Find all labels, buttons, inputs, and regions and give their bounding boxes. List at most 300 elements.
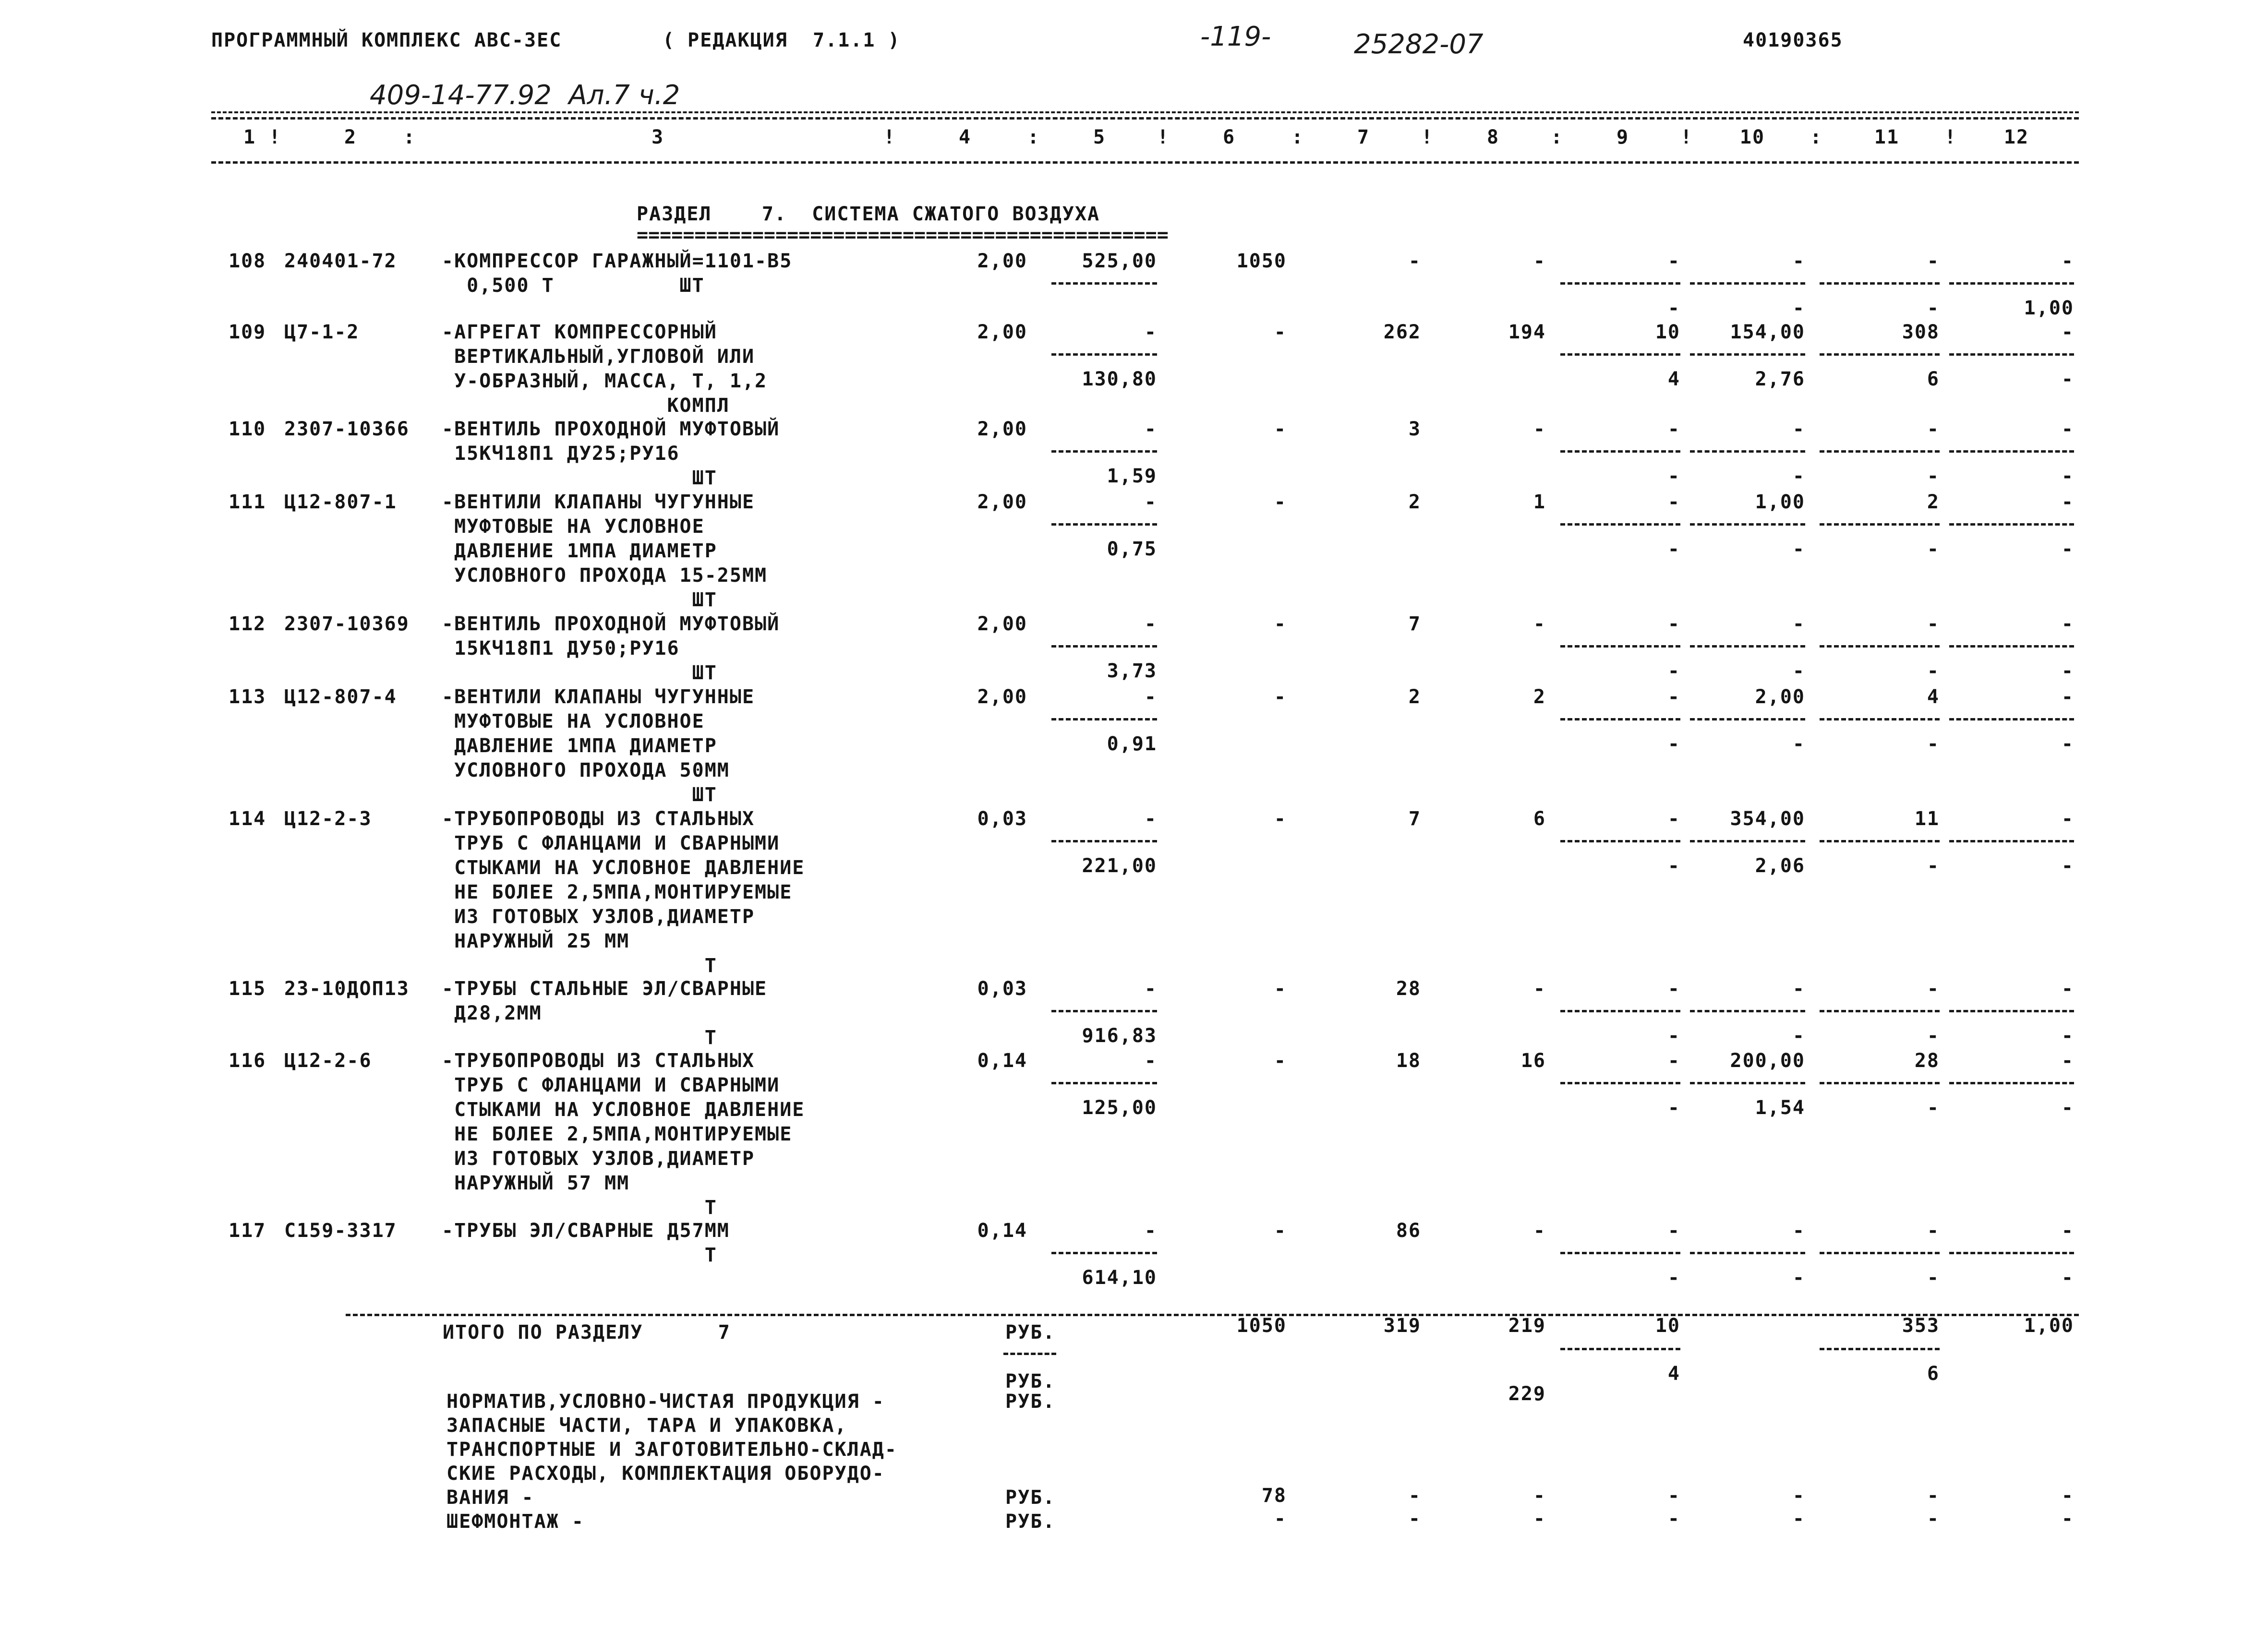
row-col10-rule xyxy=(1690,450,1805,453)
row-col9-top: - xyxy=(1667,1220,1680,1242)
column-separator: ! xyxy=(1680,126,1692,148)
row-c5-rule xyxy=(1051,718,1157,720)
column-separator: : xyxy=(403,126,415,148)
row-c7: 7 xyxy=(1408,808,1421,830)
row-col12-top: - xyxy=(2061,686,2074,708)
row-col12-bottom: - xyxy=(2061,1025,2074,1047)
section-title: РАЗДЕЛ 7. СИСТЕМА СЖАТОГО ВОЗДУХА xyxy=(637,203,1100,225)
row-col11-bottom: - xyxy=(1927,855,1940,877)
row-c5-rule xyxy=(1051,1010,1157,1012)
norm-line-4: СКИЕ РАСХОДЫ, КОМПЛЕКТАЦИЯ ОБОРУДО- xyxy=(446,1463,885,1485)
row-col11-bottom: - xyxy=(1927,733,1940,755)
row-code: 2307-10366 xyxy=(284,418,410,440)
row-c7: 86 xyxy=(1396,1220,1421,1242)
column-header-10: 10 xyxy=(1739,126,1765,148)
row-c8: 2 xyxy=(1533,686,1546,708)
row-c5-top: - xyxy=(1144,491,1157,513)
equip-c7: - xyxy=(1408,1485,1421,1507)
row-c8: - xyxy=(1533,1220,1546,1242)
row-c5-top: - xyxy=(1144,808,1157,830)
row-c5-rule xyxy=(1051,645,1157,648)
totals-c8: 219 xyxy=(1508,1315,1546,1337)
totals-unit: РУБ. xyxy=(1005,1321,1056,1344)
row-c5-top: - xyxy=(1144,1220,1157,1242)
row-col11-rule xyxy=(1820,645,1940,648)
row-code: Ц12-2-3 xyxy=(284,808,372,830)
column-separator: ! xyxy=(1421,126,1433,148)
column-separator: ! xyxy=(883,126,895,148)
column-header-5: 5 xyxy=(1093,126,1106,148)
row-col11-top: - xyxy=(1927,1220,1940,1242)
doc-code: 40190365 xyxy=(1743,29,1843,51)
row-col12-bottom: - xyxy=(2061,1097,2074,1119)
row-c5-bottom: 130,80 xyxy=(1082,368,1157,390)
row-number: 113 xyxy=(229,686,266,708)
row-quantity: 2,00 xyxy=(977,491,1027,513)
row-col11-top: 308 xyxy=(1902,321,1940,343)
row-c5-bottom: 3,73 xyxy=(1107,660,1157,682)
row-col10-rule xyxy=(1690,840,1805,842)
row-quantity: 2,00 xyxy=(977,418,1027,440)
row-col10-top: - xyxy=(1792,250,1805,272)
row-col12-top: - xyxy=(2061,491,2074,513)
row-number: 117 xyxy=(229,1220,266,1242)
row-col10-top: - xyxy=(1792,978,1805,1000)
row-col12-bottom: - xyxy=(2061,1267,2074,1289)
row-col11-bottom: - xyxy=(1927,660,1940,682)
row-col9-bottom: 4 xyxy=(1667,368,1680,390)
column-separator: : xyxy=(1551,126,1563,148)
row-quantity: 2,00 xyxy=(977,321,1027,343)
row-c7: 2 xyxy=(1408,491,1421,513)
row-col10-bottom: - xyxy=(1792,1025,1805,1047)
row-description-line: НАРУЖНЫЙ 25 ММ xyxy=(442,930,630,952)
row-col10-top: 354,00 xyxy=(1730,808,1805,830)
row-col9-bottom: - xyxy=(1667,538,1680,560)
norm-unit: РУБ. xyxy=(1005,1391,1056,1413)
row-col11-rule xyxy=(1820,282,1940,285)
row-col9-top: - xyxy=(1667,808,1680,830)
row-c5-rule xyxy=(1051,523,1157,526)
row-col10-bottom: - xyxy=(1792,465,1805,487)
shef-c9: - xyxy=(1667,1508,1680,1530)
row-col9-top: - xyxy=(1667,491,1680,513)
row-col11-rule xyxy=(1820,523,1940,526)
row-quantity: 0,03 xyxy=(977,808,1027,830)
row-c7: - xyxy=(1408,250,1421,272)
row-c5-top: 525,00 xyxy=(1082,250,1157,272)
row-col9-bottom: - xyxy=(1667,855,1680,877)
row-col12-bottom: - xyxy=(2061,368,2074,390)
row-c6: - xyxy=(1274,686,1287,708)
row-col10-bottom: - xyxy=(1792,1267,1805,1289)
row-c6: 1050 xyxy=(1236,250,1287,272)
row-col9-top: - xyxy=(1667,686,1680,708)
row-col9-top: - xyxy=(1667,250,1680,272)
row-col10-rule xyxy=(1690,645,1805,648)
row-col12-top: - xyxy=(2061,1220,2074,1242)
row-col11-rule xyxy=(1820,353,1940,356)
norm-value: 229 xyxy=(1508,1383,1546,1405)
row-description-line: ШТ xyxy=(442,662,717,684)
row-description-line: НЕ БОЛЕЕ 2,5МПА,МОНТИРУЕМЫЕ xyxy=(442,1123,793,1145)
totals-c9a: 10 xyxy=(1655,1315,1680,1337)
row-col10-top: - xyxy=(1792,613,1805,635)
row-col11-rule xyxy=(1820,1252,1940,1254)
row-c5-bottom: 221,00 xyxy=(1082,855,1157,877)
row-col12-bottom: - xyxy=(2061,733,2074,755)
column-separator: ! xyxy=(1157,126,1169,148)
row-description-line: Т xyxy=(442,955,717,977)
row-c5-top: - xyxy=(1144,978,1157,1000)
row-col9-rule xyxy=(1560,1010,1680,1012)
row-code: Ц7-1-2 xyxy=(284,321,360,343)
handwritten-reference: 409-14-77.92 Ал.7 ч.2 xyxy=(370,80,680,111)
row-description-line: МУФТОВЫЕ НА УСЛОВНОЕ xyxy=(442,710,705,732)
column-separator: ! xyxy=(269,126,281,148)
row-c8: - xyxy=(1533,418,1546,440)
row-c6: - xyxy=(1274,808,1287,830)
row-col9-bottom: - xyxy=(1667,733,1680,755)
row-col12-top: - xyxy=(2061,250,2074,272)
header-rule-top-2 xyxy=(211,117,2079,120)
totals-c6: 1050 xyxy=(1236,1315,1287,1337)
row-description-line: СТЫКАМИ НА УСЛОВНОЕ ДАВЛЕНИЕ xyxy=(442,1099,805,1121)
row-col11-top: 4 xyxy=(1927,686,1940,708)
row-col9-bottom: - xyxy=(1667,1097,1680,1119)
column-header-1: 1 xyxy=(243,126,256,148)
shef-c8: - xyxy=(1533,1508,1546,1530)
row-description-line: ВЕРТИКАЛЬНЫЙ,УГЛОВОЙ ИЛИ xyxy=(442,346,755,368)
row-description-line: ИЗ ГОТОВЫХ УЗЛОВ,ДИАМЕТР xyxy=(442,1148,755,1170)
shef-c6: - xyxy=(1274,1508,1287,1530)
row-description-line: ДАВЛЕНИЕ 1МПА ДИАМЕТР xyxy=(442,735,717,757)
row-c8: - xyxy=(1533,250,1546,272)
row-col10-rule xyxy=(1690,718,1805,720)
row-col11-rule xyxy=(1820,840,1940,842)
row-col12-rule xyxy=(1949,1252,2074,1254)
row-code: 2307-10369 xyxy=(284,613,410,635)
shef-c11: - xyxy=(1927,1508,1940,1530)
row-number: 111 xyxy=(229,491,266,513)
row-c7: 262 xyxy=(1383,321,1421,343)
totals-c9-rule xyxy=(1560,1348,1680,1350)
row-col11-top: - xyxy=(1927,418,1940,440)
shef-c10: - xyxy=(1792,1508,1805,1530)
row-description-line: МУФТОВЫЕ НА УСЛОВНОЕ xyxy=(442,516,705,538)
column-header-11: 11 xyxy=(1874,126,1900,148)
row-col10-bottom: - xyxy=(1792,538,1805,560)
row-col9-rule xyxy=(1560,840,1680,842)
row-col12-top: - xyxy=(2061,808,2074,830)
edition-label: ( РЕДАКЦИЯ 7.1.1 ) xyxy=(663,29,901,51)
row-c8: 194 xyxy=(1508,321,1546,343)
row-code: 240401-72 xyxy=(284,250,397,272)
row-number: 115 xyxy=(229,978,266,1000)
row-c6: - xyxy=(1274,418,1287,440)
row-col11-bottom: - xyxy=(1927,538,1940,560)
equip-c11: - xyxy=(1927,1485,1940,1507)
row-col12-rule xyxy=(1949,450,2074,453)
row-col9-bottom: - xyxy=(1667,465,1680,487)
row-col9-rule xyxy=(1560,645,1680,648)
row-col9-rule xyxy=(1560,450,1680,453)
norm-line-3: ТРАНСПОРТНЫЕ И ЗАГОТОВИТЕЛЬНО-СКЛАД- xyxy=(446,1439,897,1461)
row-quantity: 0,14 xyxy=(977,1050,1027,1072)
header-rule-bottom xyxy=(211,161,2079,164)
column-header-6: 6 xyxy=(1222,126,1236,148)
row-col9-bottom: - xyxy=(1667,660,1680,682)
row-description-line: УСЛОВНОГО ПРОХОДА 15-25ММ xyxy=(442,564,768,587)
row-c5-bottom: 125,00 xyxy=(1082,1097,1157,1119)
totals-c12: 1,00 xyxy=(2024,1315,2074,1337)
row-code: С159-3317 xyxy=(284,1220,397,1242)
row-col12-rule xyxy=(1949,1010,2074,1012)
row-c5-rule xyxy=(1051,282,1157,285)
row-col11-top: - xyxy=(1927,978,1940,1000)
row-description-line: -ТРУБЫ СТАЛЬНЫЕ ЭЛ/СВАРНЫЕ xyxy=(442,978,768,1000)
row-quantity: 2,00 xyxy=(977,613,1027,635)
program-title: ПРОГРАММНЫЙ КОМПЛЕКС АВС-3ЕС xyxy=(211,29,562,51)
row-c6: - xyxy=(1274,491,1287,513)
row-description-line: Д28,2ММ xyxy=(442,1002,542,1024)
row-col12-rule xyxy=(1949,645,2074,648)
row-col11-bottom: - xyxy=(1927,1267,1940,1289)
column-header-7: 7 xyxy=(1357,126,1370,148)
row-col12-top: - xyxy=(2061,418,2074,440)
row-description-line: -АГРЕГАТ КОМПРЕССОРНЫЙ xyxy=(442,321,717,343)
row-c7: 3 xyxy=(1408,418,1421,440)
equip-c12: - xyxy=(2061,1485,2074,1507)
column-separator: : xyxy=(1027,126,1039,148)
row-description-line: ШТ xyxy=(442,467,717,489)
row-col11-top: 11 xyxy=(1914,808,1940,830)
row-col9-top: - xyxy=(1667,613,1680,635)
row-col10-bottom: - xyxy=(1792,297,1805,319)
row-col10-top: 1,00 xyxy=(1755,491,1805,513)
row-col12-top: - xyxy=(2061,1050,2074,1072)
row-description-line: ДАВЛЕНИЕ 1МПА ДИАМЕТР xyxy=(442,540,717,562)
row-c8: 1 xyxy=(1533,491,1546,513)
row-c6: - xyxy=(1274,978,1287,1000)
row-c5-top: - xyxy=(1144,1050,1157,1072)
row-description-line: -ВЕНТИЛЬ ПРОХОДНОЙ МУФТОВЫЙ xyxy=(442,613,780,635)
column-header-8: 8 xyxy=(1486,126,1500,148)
equip-c6: 78 xyxy=(1261,1485,1287,1507)
row-col9-rule xyxy=(1560,1082,1680,1084)
row-description-line: НАРУЖНЫЙ 57 ММ xyxy=(442,1172,630,1194)
equip-c8: - xyxy=(1533,1485,1546,1507)
row-c5-rule xyxy=(1051,1252,1157,1254)
row-col11-rule xyxy=(1820,1010,1940,1012)
row-c7: 7 xyxy=(1408,613,1421,635)
row-c7: 28 xyxy=(1396,978,1421,1000)
row-description-line: 0,500 Т ШТ xyxy=(442,275,705,297)
norm-line-6: ШЕФМОНТАЖ - xyxy=(446,1511,584,1533)
row-col12-rule xyxy=(1949,282,2074,285)
row-col10-rule xyxy=(1690,1252,1805,1254)
header-rule-top xyxy=(211,111,2079,113)
row-c6: - xyxy=(1274,1050,1287,1072)
column-separator: : xyxy=(1291,126,1303,148)
row-c5-rule xyxy=(1051,840,1157,842)
row-c5-bottom: 0,75 xyxy=(1107,538,1157,560)
row-col10-rule xyxy=(1690,523,1805,526)
row-col11-top: - xyxy=(1927,613,1940,635)
row-description-line: НЕ БОЛЕЕ 2,5МПА,МОНТИРУЕМЫЕ xyxy=(442,881,793,903)
row-c5-bottom: 1,59 xyxy=(1107,465,1157,487)
totals-c11b: 6 xyxy=(1927,1363,1940,1385)
row-col12-rule xyxy=(1949,353,2074,356)
row-c6: - xyxy=(1274,1220,1287,1242)
row-col12-top: - xyxy=(2061,978,2074,1000)
totals-unit-underline xyxy=(1003,1353,1056,1355)
row-col12-bottom: - xyxy=(2061,855,2074,877)
row-col9-bottom: - xyxy=(1667,1267,1680,1289)
row-c8: 6 xyxy=(1533,808,1546,830)
row-col10-rule xyxy=(1690,353,1805,356)
row-col10-bottom: 1,54 xyxy=(1755,1097,1805,1119)
equip-c9: - xyxy=(1667,1485,1680,1507)
row-description-line: СТЫКАМИ НА УСЛОВНОЕ ДАВЛЕНИЕ xyxy=(442,857,805,879)
totals-c7: 319 xyxy=(1383,1315,1421,1337)
row-description-line: -ВЕНТИЛЬ ПРОХОДНОЙ МУФТОВЫЙ xyxy=(442,418,780,440)
row-description-line: ШТ xyxy=(442,589,717,611)
row-c8: - xyxy=(1533,978,1546,1000)
row-code: Ц12-2-6 xyxy=(284,1050,372,1072)
row-col11-top: - xyxy=(1927,250,1940,272)
row-description-line: КОМПЛ xyxy=(442,395,730,417)
row-col11-rule xyxy=(1820,1082,1940,1084)
row-col10-top: 2,00 xyxy=(1755,686,1805,708)
row-c5-top: - xyxy=(1144,686,1157,708)
row-col10-top: - xyxy=(1792,1220,1805,1242)
row-number: 109 xyxy=(229,321,266,343)
row-col9-top: - xyxy=(1667,418,1680,440)
row-c5-bottom: 614,10 xyxy=(1082,1267,1157,1289)
row-description-line: -КОМПРЕССОР ГАРАЖНЫЙ=1101-В5 xyxy=(442,250,793,272)
row-col9-top: - xyxy=(1667,978,1680,1000)
norm-line-2: ЗАПАСНЫЕ ЧАСТИ, ТАРА И УПАКОВКА, xyxy=(446,1415,847,1437)
row-col12-rule xyxy=(1949,1082,2074,1084)
row-code: 23-10ДОП13 xyxy=(284,978,410,1000)
totals-c11a: 353 xyxy=(1902,1315,1940,1337)
row-number: 110 xyxy=(229,418,266,440)
row-col9-rule xyxy=(1560,282,1680,285)
totals-unit-2: РУБ. xyxy=(1005,1370,1056,1392)
row-description-line: -ТРУБОПРОВОДЫ ИЗ СТАЛЬНЫХ xyxy=(442,1050,755,1072)
section-underline: ============================================== xyxy=(637,224,1169,246)
page-mark: -119- xyxy=(1200,21,1271,52)
row-col10-top: 154,00 xyxy=(1730,321,1805,343)
shef-unit: РУБ. xyxy=(1005,1511,1056,1533)
column-header-3: 3 xyxy=(651,126,664,148)
row-description-line: Т xyxy=(442,1027,717,1049)
row-c5-top: - xyxy=(1144,613,1157,635)
row-col12-bottom: 1,00 xyxy=(2024,297,2074,319)
row-col9-top: 10 xyxy=(1655,321,1680,343)
row-quantity: 2,00 xyxy=(977,250,1027,272)
row-description-line: ШТ xyxy=(442,784,717,806)
row-col11-bottom: 6 xyxy=(1927,368,1940,390)
row-c8: - xyxy=(1533,613,1546,635)
row-description-line: ТРУБ С ФЛАНЦАМИ И СВАРНЫМИ xyxy=(442,832,780,854)
row-number: 114 xyxy=(229,808,266,830)
row-col10-bottom: 2,06 xyxy=(1755,855,1805,877)
row-col12-bottom: - xyxy=(2061,538,2074,560)
row-col12-rule xyxy=(1949,718,2074,720)
row-c5-bottom: 916,83 xyxy=(1082,1025,1157,1047)
column-separator: ! xyxy=(1944,126,1956,148)
row-c7: 2 xyxy=(1408,686,1421,708)
row-description-line: -ТРУБОПРОВОДЫ ИЗ СТАЛЬНЫХ xyxy=(442,808,755,830)
column-header-2: 2 xyxy=(344,126,357,148)
row-description-line: -ВЕНТИЛИ КЛАПАНЫ ЧУГУННЫЕ xyxy=(442,686,755,708)
row-c5-top: - xyxy=(1144,418,1157,440)
row-description-line: -ТРУБЫ ЭЛ/СВАРНЫЕ Д57ММ xyxy=(442,1220,730,1242)
row-c5-rule xyxy=(1051,450,1157,453)
row-col12-top: - xyxy=(2061,613,2074,635)
shef-c7: - xyxy=(1408,1508,1421,1530)
row-col12-top: - xyxy=(2061,321,2074,343)
row-c6: - xyxy=(1274,321,1287,343)
row-c8: 16 xyxy=(1520,1050,1546,1072)
row-col11-top: 2 xyxy=(1927,491,1940,513)
column-header-9: 9 xyxy=(1616,126,1629,148)
norm-line-5: ВАНИЯ - xyxy=(446,1487,534,1509)
row-quantity: 2,00 xyxy=(977,686,1027,708)
row-col10-rule xyxy=(1690,282,1805,285)
totals-c9b: 4 xyxy=(1667,1363,1680,1385)
column-header-12: 12 xyxy=(2003,126,2029,148)
row-col12-bottom: - xyxy=(2061,660,2074,682)
row-col9-bottom: - xyxy=(1667,297,1680,319)
norm-line-1: НОРМАТИВ,УСЛОВНО-ЧИСТАЯ ПРОДУКЦИЯ - xyxy=(446,1391,885,1413)
row-col9-rule xyxy=(1560,523,1680,526)
row-c5-rule xyxy=(1051,353,1157,356)
row-col10-bottom: - xyxy=(1792,733,1805,755)
row-number: 112 xyxy=(229,613,266,635)
row-col10-bottom: 2,76 xyxy=(1755,368,1805,390)
row-c6: - xyxy=(1274,613,1287,635)
row-description-line: ИЗ ГОТОВЫХ УЗЛОВ,ДИАМЕТР xyxy=(442,906,755,928)
row-description-line: Т xyxy=(442,1244,717,1266)
equip-c10: - xyxy=(1792,1485,1805,1507)
equip-unit: РУБ. xyxy=(1005,1487,1056,1509)
row-number: 116 xyxy=(229,1050,266,1072)
row-code: Ц12-807-4 xyxy=(284,686,397,708)
row-code: Ц12-807-1 xyxy=(284,491,397,513)
row-description-line: У-ОБРАЗНЫЙ, МАССА, Т, 1,2 xyxy=(442,370,768,392)
row-col9-rule xyxy=(1560,353,1680,356)
row-c5-top: - xyxy=(1144,321,1157,343)
row-col10-top: - xyxy=(1792,418,1805,440)
row-col11-rule xyxy=(1820,718,1940,720)
row-description-line: -ВЕНТИЛИ КЛАПАНЫ ЧУГУННЫЕ xyxy=(442,491,755,513)
shef-c12: - xyxy=(2061,1508,2074,1530)
row-col11-bottom: - xyxy=(1927,465,1940,487)
totals-c11-rule xyxy=(1820,1348,1940,1350)
row-description-line: 15КЧ18П1 ДУ25;РУ16 xyxy=(442,443,680,465)
row-c5-rule xyxy=(1051,1082,1157,1084)
totals-label: ИТОГО ПО РАЗДЕЛУ 7 xyxy=(443,1321,731,1344)
row-col11-rule xyxy=(1820,450,1940,453)
row-col10-rule xyxy=(1690,1082,1805,1084)
row-col10-bottom: - xyxy=(1792,660,1805,682)
row-col9-bottom: - xyxy=(1667,1025,1680,1047)
row-col9-rule xyxy=(1560,718,1680,720)
doc-number: 25282-07 xyxy=(1354,29,1484,60)
